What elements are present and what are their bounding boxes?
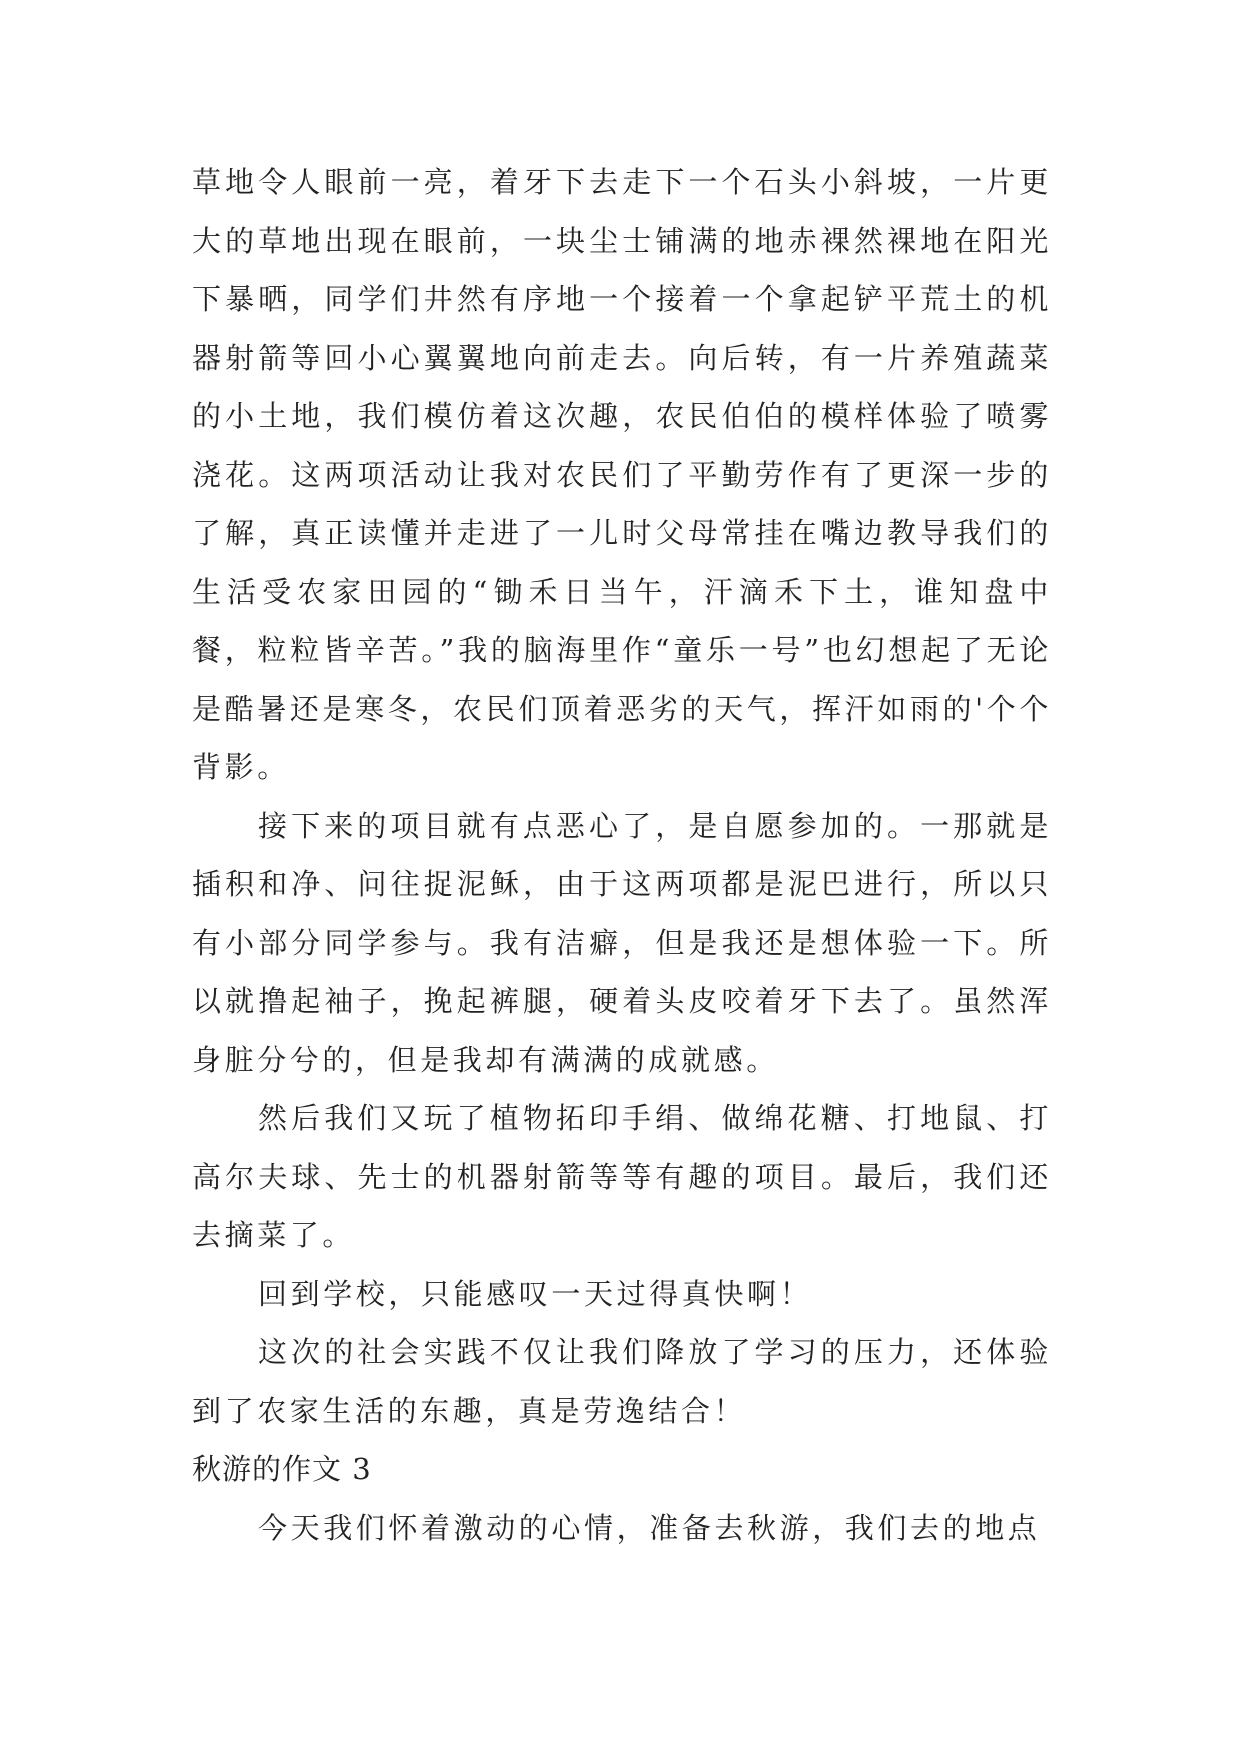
paragraph-2: 接下来的项目就有点恶心了，是自愿参加的。一那就是插积和净、问往捉泥稣，由于这两项都是泥巴进行，所以只有小部分同学参与。我有洁癖，但是我还是想体验一下。所以就撸起袖子，挽起裤腿，硬着头皮咬着牙下去了。虽然浑身脏分兮的，但是我却有满满的成就感。 bbox=[192, 808, 1052, 1077]
paragraph-3: 然后我们又玩了植物拓印手绢、做绵花糖、打地鼠、打高尔夫球、先士的机器射箭等等有趣的项目。最后，我们还去摘菜了。 bbox=[192, 1101, 1052, 1252]
document-page bbox=[192, 153, 1052, 1557]
paragraph-5: 这次的社会实践不仅让我们降放了学习的压力，还体验到了农家生活的东趣，真是劳逸结合！ bbox=[192, 1335, 1052, 1428]
paragraph-6: 今天我们怀着激动的心情，准备去秋游，我们去的地点 bbox=[258, 1510, 1041, 1545]
paragraph-4: 回到学校，只能感叹一天过得真快啊！ bbox=[258, 1276, 813, 1311]
paragraph-1: 草地令人眼前一亮，着牙下去走下一个石头小斜坡，一片更大的草地出现在眼前，一块尘士铺满的地赤裸然裸地在阳光下暴晒，同学们井然有序地一个接着一个拿起铲平荒土的机器射箭等回小心翼翼地向前走去。向后转，有一片养殖蔬菜的小土地，我们模仿着这次趣，农民伯伯的模样体验了喷雾浇花。这两项活动让我对农民们了平勤劳作有了更深一步的了解，真正读懂并走进了一儿时父母常挂在嘴边教导我们的生活受农家田园的“锄禾日当午，汗滴禾下土，谁知盘中餐，粒粒皆辛苦。”我的脑海里作“童乐一号”也幻想起了无论是酷暑还是寒冬，农民们顶着恶劣的天气，挥汗如雨的'个个背影。 bbox=[192, 165, 1052, 784]
section-heading: 秋游的作文 3 bbox=[192, 1452, 372, 1486]
